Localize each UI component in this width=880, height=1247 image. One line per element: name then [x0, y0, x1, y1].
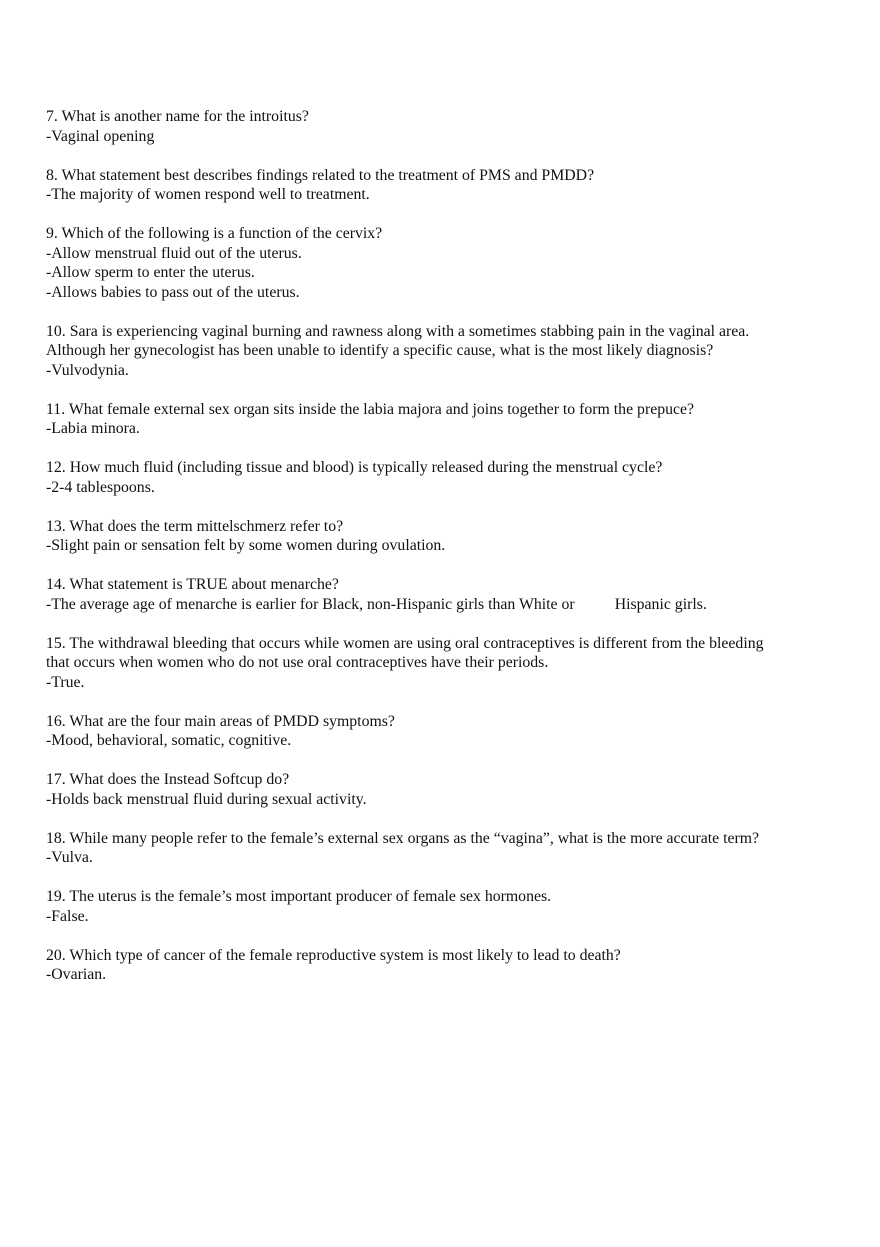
qa-item-19 — [46, 887, 846, 926]
question-14: 14. What statement is TRUE about menarche? — [46, 576, 339, 593]
question-16: 16. What are the four main areas of PMDD symptoms? — [46, 712, 395, 730]
question-18: 18. While many people refer to the female’s external sex organs as the “vagina”, what is the more accurate term? — [46, 829, 760, 847]
question-15-line-1: 15. The withdrawal bleeding that occurs while women are using oral contraceptives is different from the bleeding — [46, 634, 764, 652]
answer-11: -Labia minora. — [46, 420, 140, 437]
answer-17: -Holds back menstrual fluid during sexual activity. — [46, 790, 367, 808]
answer-19: -False. — [46, 907, 89, 925]
qa-item-9 — [46, 224, 846, 302]
question-7: 7. What is another name for the introitus? — [46, 108, 309, 125]
qa-item-16 — [46, 712, 846, 751]
qa-item-10 — [46, 322, 846, 381]
answer-16: -Mood, behavioral, somatic, cognitive. — [46, 732, 292, 749]
answer-12: -2-4 tablespoons. — [46, 478, 155, 496]
qa-item-14 — [46, 575, 846, 614]
answer-20: -Ovarian. — [46, 966, 107, 983]
question-19: 19. The uterus is the female’s most important producer of female sex hormones. — [46, 888, 552, 905]
qa-item-11 — [46, 400, 846, 439]
qa-item-8 — [46, 166, 846, 205]
answer-18: -Vulva. — [46, 849, 93, 866]
question-10-line-2: Although her gynecologist has been unable to identify a specific cause, what is the most likely diagnosis? — [46, 342, 714, 359]
answer-7: -Vaginal opening — [46, 127, 155, 145]
question-10-line-1: 10. Sara is experiencing vaginal burning and rawness along with a sometimes stabbing pain in the vaginal area. — [46, 322, 750, 340]
qa-item-18 — [46, 829, 846, 868]
qa-item-7 — [46, 107, 846, 146]
answer-9-a: -Allow menstrual fluid out of the uterus. — [46, 244, 302, 262]
question-20: 20. Which type of cancer of the female reproductive system is most likely to lead to death? — [46, 946, 621, 964]
question-13: 13. What does the term mittelschmerz refer to? — [46, 517, 344, 535]
answer-14-part-1: -The average age of menarche is earlier for Black, non-Hispanic girls than White or — [46, 595, 575, 613]
question-17: 17. What does the Instead Softcup do? — [46, 771, 290, 788]
answer-9-c: -Allows babies to pass out of the uterus. — [46, 283, 300, 301]
question-12: 12. How much fluid (including tissue and blood) is typically released during the menstrual cycle? — [46, 459, 663, 476]
answer-15: -True. — [46, 673, 85, 691]
question-15-line-2: that occurs when women who do not use oral contraceptives have their periods. — [46, 654, 549, 671]
answer-13: -Slight pain or sensation felt by some women during ovulation. — [46, 537, 446, 554]
question-9: 9. Which of the following is a function of the cervix? — [46, 225, 383, 242]
question-11: 11. What female external sex organ sits inside the labia majora and joins together to form the prepuce? — [46, 400, 695, 418]
answer-9-b: -Allow sperm to enter the uterus. — [46, 264, 255, 281]
answer-14-part-2: Hispanic girls. — [614, 595, 707, 613]
document-body — [46, 107, 846, 1004]
answer-10: -Vulvodynia. — [46, 361, 129, 379]
qa-item-12 — [46, 458, 846, 497]
question-8: 8. What statement best describes findings related to the treatment of PMS and PMDD? — [46, 166, 595, 184]
answer-8: -The majority of women respond well to treatment. — [46, 186, 370, 203]
qa-item-15 — [46, 634, 846, 693]
qa-item-13 — [46, 517, 846, 556]
qa-item-17 — [46, 770, 846, 809]
qa-item-20 — [46, 946, 846, 985]
answer-14 — [46, 595, 846, 615]
